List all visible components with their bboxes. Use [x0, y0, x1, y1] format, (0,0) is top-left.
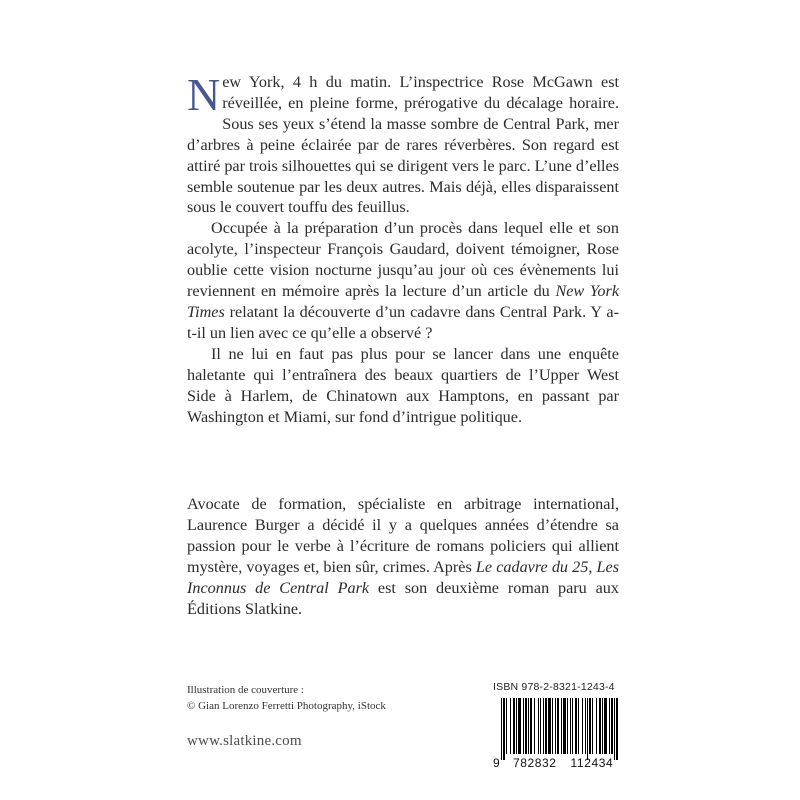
- barcode-bar: [543, 698, 544, 754]
- barcode-digits-left: 782832: [512, 756, 557, 770]
- barcode-bar: [570, 698, 571, 754]
- credit-line-1: Illustration de couverture :: [187, 684, 304, 696]
- cover-credit: [187, 683, 386, 714]
- barcode-bar: [616, 698, 618, 760]
- blurb-paragraph-3: Il ne lui en faut pas plus pour se lancer dans une enquête haletante qui l’entraînera des beaux quartiers de l’Upper West Side à Harlem, de Chinatown aux Hamptons, en passant par Washington et Miami, sur fond d’intrigue politique.: [187, 344, 619, 426]
- barcode-bar: [563, 698, 566, 754]
- barcode-bar: [592, 698, 593, 754]
- book-title: Les Inconnus de Central Park: [187, 557, 620, 597]
- barcode-bar: [545, 698, 547, 754]
- barcode-bar: [609, 698, 610, 754]
- barcode-bar: [538, 698, 539, 754]
- author-bio-sep: ,: [588, 557, 597, 576]
- barcode: [493, 698, 619, 760]
- barcode-bar: [513, 698, 515, 754]
- barcode-bar: [510, 698, 511, 754]
- author-bio-text-a: Avocate de formation, spécialiste en arbitrage international, Laurence Burger a décidé il y a quelques années d’étendre sa passion pour le verbe à l’écriture de romans policiers qui allient mystère, voyages et, bien sûr, crimes. Après: [187, 495, 619, 576]
- blurb-p2-text-b: relatant la découverte d’un cadavre dans Central Park. Y a-t-il un lien avec ce qu’elle a observé ?: [187, 302, 619, 342]
- author-bio: [187, 494, 619, 619]
- barcode-bar: [614, 698, 615, 760]
- barcode-digits-right: 112434: [570, 756, 614, 770]
- barcode-bar: [578, 698, 579, 754]
- barcode-bar: [596, 698, 597, 754]
- barcode-bar: [518, 698, 521, 754]
- drop-cap: N: [187, 69, 221, 120]
- barcode-bar: [525, 698, 527, 754]
- barcode-bar: [567, 698, 568, 754]
- barcode-digit-first: 9: [493, 756, 501, 770]
- barcode-bar: [557, 698, 559, 754]
- barcode-bar: [599, 698, 601, 754]
- barcode-bar: [561, 698, 562, 754]
- blurb-p2-text-a: Occupée à la préparation d’un procès dans lequel elle et son acolyte, l’inspecteur François Gaudard, doivent témoigner, Rose oublie cette vision nocturne jusqu’au jour où ces évènements lui reviennent en mémoire après la lecture d’un article du: [187, 219, 619, 301]
- barcode-bar: [528, 698, 529, 754]
- barcode-bar: [534, 698, 535, 754]
- author-bio-text-c: est son deuxième roman paru aux Éditions Slatkine.: [187, 578, 619, 618]
- previous-book-title: Le cadavre du 25: [475, 557, 589, 576]
- barcode-bar: [552, 698, 553, 754]
- barcode-bar: [582, 698, 583, 754]
- barcode-digits: [493, 756, 619, 770]
- barcode-bar: [503, 698, 505, 760]
- blurb-paragraph-1: [187, 69, 619, 218]
- barcode-bar: [589, 698, 591, 754]
- barcode-bar: [516, 698, 517, 754]
- barcode-bar: [572, 698, 573, 754]
- barcode-bar: [585, 698, 586, 754]
- back-cover-blurb: [187, 69, 620, 427]
- barcode-bar: [548, 698, 551, 754]
- credit-line-2: © Gian Lorenzo Ferretti Photography, iStock: [187, 699, 386, 712]
- barcode-bar: [611, 698, 613, 754]
- publisher-website: www.slatkine.com: [187, 733, 302, 749]
- barcode-bar: [530, 698, 532, 754]
- barcode-bar: [501, 698, 502, 760]
- barcode-bar: [575, 698, 577, 754]
- barcode-bar: [523, 698, 524, 754]
- isbn-label: ISBN 978-2-8321-1243-4: [493, 681, 615, 693]
- blurb-p1-text: ew York, 4 h du matin. L’inspectrice Rose McGawn est réveillée, en pleine forme, prérogative du décalage horaire. Sous ses yeux s’étend la masse sombre de Central Park, mer d’arbres à peine éclairée par de rares réverbères. Son regard est attiré par trois silhouettes qui se dirigent vers le parc. L’une d’elles semble soutenue par les deux autres. Mais déjà, elles disparaissent sous le couvert touffu des feuillus.: [187, 73, 619, 217]
- barcode-bar: [555, 698, 556, 754]
- blurb-paragraph-2: [187, 218, 619, 343]
- newspaper-title: New York Times: [187, 282, 620, 321]
- barcode-bar: [506, 698, 507, 754]
- barcode-bar: [602, 698, 603, 754]
- barcode-bar: [540, 698, 541, 754]
- barcode-bar: [604, 698, 607, 754]
- barcode-bar: [587, 698, 588, 760]
